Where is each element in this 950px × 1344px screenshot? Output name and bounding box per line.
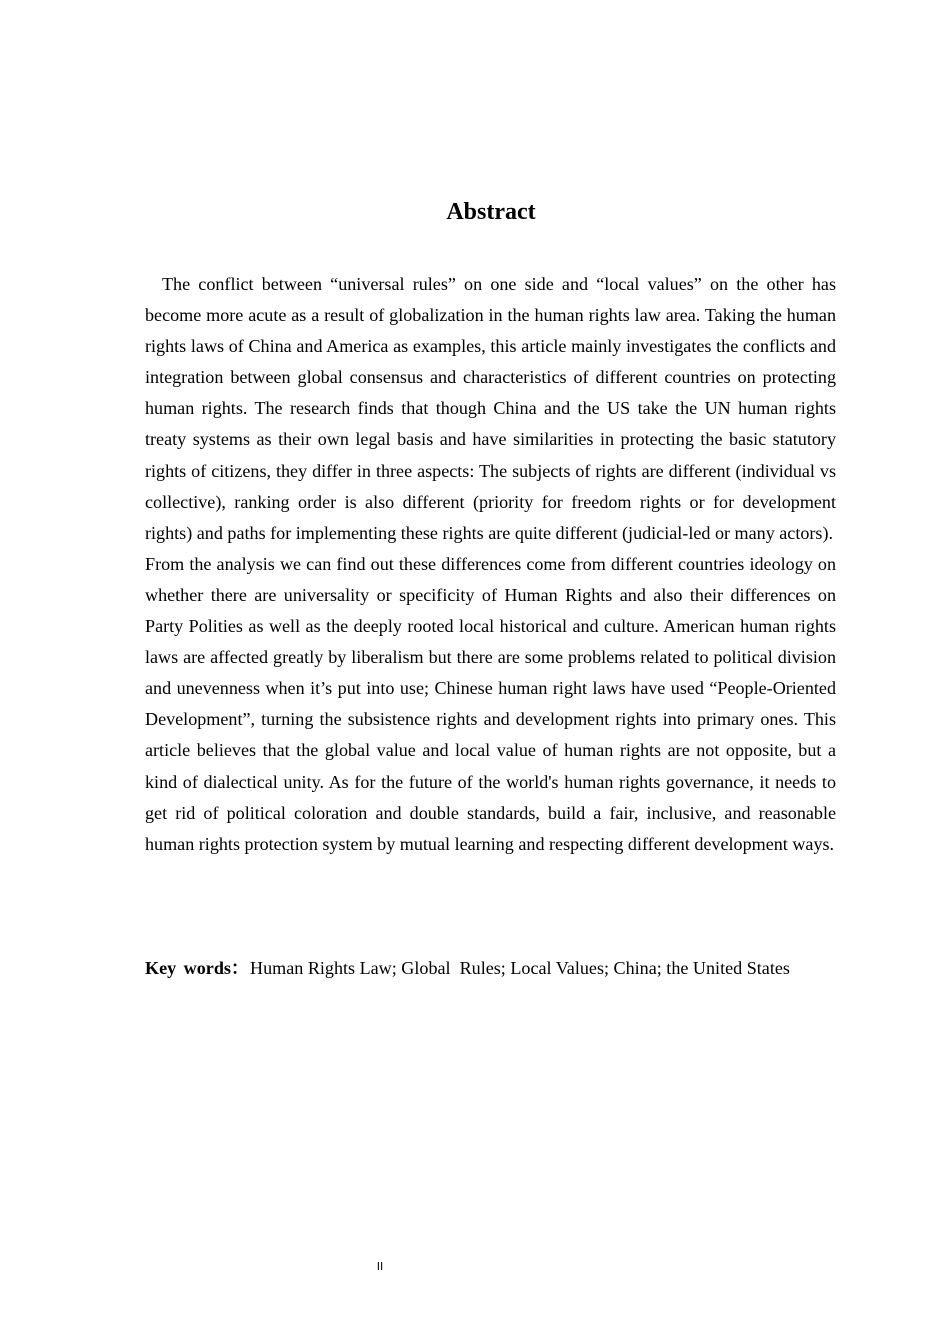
page-number: II <box>376 1260 384 1273</box>
abstract-title: Abstract <box>446 199 536 225</box>
abstract-paragraph-2: From the analysis we can find out these differences come from different countries ideology on whether there are universality or specificity of Human Rights and also their differences on Party Polities as well as the deeply rooted local historical and culture. American human rights laws are affected greatly by liberalism but there are some problems related to political division and unevenness when it’s put into use; Chinese human right laws have used “People-Oriented Development”, turning the subsistence rights and development rights into primary ones. This article believes that the global value and local value of human rights are not opposite, but a kind of dialectical unity. As for the future of the world's human rights governance, it needs to get rid of political coloration and double standards, build a fair, inclusive, and reasonable human rights protection system by mutual learning and respecting different development ways. <box>145 553 836 854</box>
keywords-line <box>145 953 865 984</box>
keywords-label: Key words： <box>145 958 250 978</box>
abstract-body <box>145 269 836 860</box>
abstract-paragraph-1: The conflict between “universal rules” on one side and “local values” on the other has become more acute as a result of globalization in the human rights law area. Taking the human rights laws of China and America as examples, this article mainly investigates the conflicts and integration between global consensus and characteristics of different countries on protecting human rights. The research finds that though China and the US take the UN human rights treaty systems as their own legal basis and have similarities in protecting the basic statutory rights of citizens, they differ in three aspects: The subjects of rights are different (individual vs collective), ranking order is also different (priority for freedom rights or for development rights) and paths for implementing these rights are quite different (judicial-led or many actors). <box>145 274 836 543</box>
keywords-values: Human Rights Law; Global Rules; Local Values; China; the United States <box>250 958 790 978</box>
